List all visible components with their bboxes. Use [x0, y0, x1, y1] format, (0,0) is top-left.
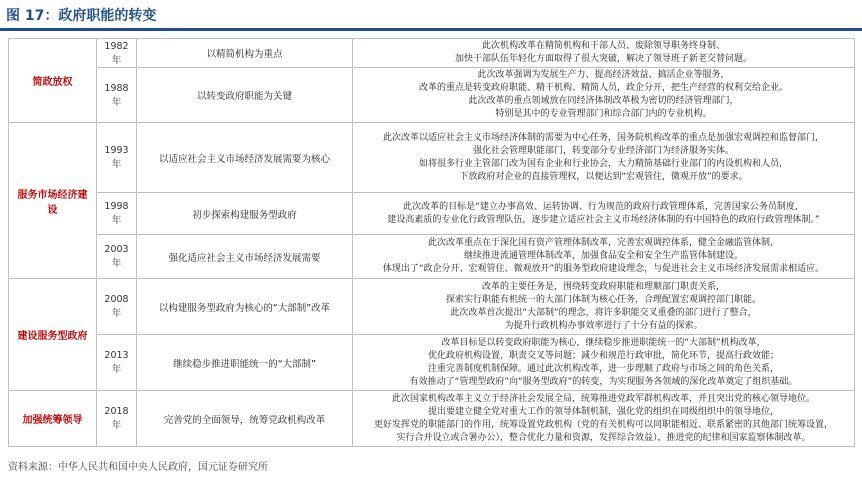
source-note: 资料来源：中华人民共和国中央人民政府，国元证券研究所: [8, 462, 268, 473]
detail-line: 此次改革强调为发展生产力、提高经济效益、搞活企业等服务，: [477, 70, 730, 80]
year-cell: 2018年: [97, 391, 137, 447]
theme-cell: 以适应社会主义市场经济发展需要为核心: [137, 123, 353, 193]
year-cell: 1982年: [97, 39, 137, 68]
table-row: [9, 279, 855, 335]
phase-label: 服务市场经济建设: [9, 123, 97, 279]
detail-line: 为提升行政机构办事效率进行了十分有益的探索。: [504, 320, 703, 331]
table-row: [9, 193, 855, 235]
year-cell: 2008年: [97, 279, 137, 335]
table-row: [9, 335, 855, 391]
detail-line: 实行合并设立或合署办公），整合优化力量和资源，发挥综合效益），推进党的纪律和国家监察体制改革。: [396, 432, 811, 443]
figure-title: 图 17：政府职能的转变: [6, 8, 157, 24]
table-row: [9, 123, 855, 193]
theme-cell: 初步探索构建服务型政府: [137, 193, 353, 235]
year-cell: 1993年: [97, 123, 137, 193]
detail-line: 此次改革的目标是“建立办事高效、运转协调、行为规范的政府行政管理体系，完善国家公务员制度，: [403, 201, 804, 212]
theme-cell: 以构建服务型政府为核心的“大部制”改革: [137, 279, 353, 335]
year-cell: 1998年: [97, 193, 137, 235]
theme-cell: 以转变政府职能为关键: [137, 68, 353, 123]
detail-cell: [353, 235, 855, 279]
detail-line: 体现出了“政企分开、宏观管住、微观放开”的服务型政府建设理念，与促进社会主义市场经济发展需求相适应。: [382, 264, 825, 274]
detail-line: 此次改革首次提出“大部制”的理念，将许多职能交叉重叠的部门进行了整合，: [450, 307, 757, 318]
detail-cell: [353, 68, 855, 123]
detail-line: 此次改革以适应社会主义市场经济体制的需要为中心任务，国务院机构改革的重点是加强宏观调控和监督部门，: [382, 132, 824, 143]
table-row: [9, 391, 855, 447]
detail-line: 探索实行职能有机统一的大部门体制为核心任务，合理配置宏观调控部门职能。: [445, 294, 761, 305]
title-rule: [0, 28, 862, 31]
detail-line: 注重完善制度机制保障。通过此次机构改革，进一步理顺了政府与市场之间的角色关系，: [427, 363, 779, 374]
detail-line: 提出要建立健全党对重大工作的领导体制机制，强化党的组织在同级组织中的领导地位，: [427, 406, 779, 417]
detail-line: 优化政府机构设置，职责交叉等问题；减少和规范行政审批，简化环节，提高行政效能；: [427, 350, 779, 361]
detail-line: 改革的主要任务是，围绕转变政府职能和理顺部门职责关系，: [481, 281, 725, 292]
detail-line: 加快干部队伍年轻化方面取得了很大突破，解决了领导班子新老交替问题。: [454, 54, 752, 64]
detail-line: 有效推动了“管理型政府”向“服务型政府”的转变，为实现服务各领域的深化改革奠定了组织基础。: [409, 376, 798, 387]
detail-cell: [353, 39, 855, 68]
table-row: [9, 39, 855, 68]
year-cell: 2013年: [97, 335, 137, 391]
phase-label: 简政放权: [9, 39, 97, 123]
year-cell: 1988年: [97, 68, 137, 123]
detail-cell: [353, 391, 855, 447]
theme-cell: 以精简机构为重点: [137, 39, 353, 68]
detail-line: 此次机构改革在精简机构和干部人员、废除领导职务终身制、: [481, 41, 725, 51]
detail-line: 继续推进流通管理体制改革，加强食品安全和安全生产监管体制建设。: [463, 251, 743, 261]
table-row: [9, 235, 855, 279]
detail-line: 强化社会管理职能部门，转变部分专业经济部门为经济服务实体。: [472, 145, 734, 156]
government-function-table: [8, 38, 855, 447]
year-cell: 2003年: [97, 235, 137, 279]
detail-cell: [353, 279, 855, 335]
detail-line: 特别是其中的专业管理部门和综合部门内的专业机构。: [495, 109, 712, 119]
detail-line: 此次国家机构改革主义立于经济社会发展全局，统筹推进党政军群机构改革，并且突出党的核心领导地位。: [391, 393, 815, 404]
theme-cell: 继续稳步推进职能统一的“大部制”: [137, 335, 353, 391]
detail-line: 建设高素质的专业化行政管理队伍，逐步建立适应社会主义市场经济体制的有中国特色的政府行政管理体制。”: [387, 214, 820, 225]
theme-cell: 强化适应社会主义市场经济发展需要: [137, 235, 353, 279]
detail-line: 更好发挥党的职能部门的作用，统筹设置党政机构（党的有关机构可以同职能相近、联系紧密的其他部门统筹设置，: [373, 419, 833, 430]
table-row: [9, 68, 855, 123]
detail-cell: [353, 193, 855, 235]
detail-line: 此次改革的重点领域放在同经济体制改革极为密切的经济管理部门，: [468, 96, 739, 106]
detail-cell: [353, 123, 855, 193]
phase-label: 加强统筹领导: [9, 391, 97, 447]
theme-cell: 完善党的全面领导，统筹党政机构改革: [137, 391, 353, 447]
detail-line: 改革目标是以转变政府职能为核心，继续稳步推进职能统一的“大部制”机构改革，: [441, 337, 766, 348]
detail-line: 此次改革重点在于深化国有资产管理体制改革，完善宏观调控体系，健全金融监管体制，: [427, 238, 779, 248]
detail-line: 如将很多行业主管部门改为国有企业和行业协会，大力精简基础行业部门的内设机构和人员，: [418, 158, 788, 169]
detail-cell: [353, 335, 855, 391]
detail-line: 下放政府对企业的直接管理权，以便达到“宏观管住，微观开放”的要求。: [459, 171, 748, 182]
phase-label: 建设服务型政府: [9, 279, 97, 391]
detail-line: 改革的重点是转变政府职能、精干机构、精简人员，政企分开，把生产经营的权利交给企业。: [418, 83, 788, 93]
